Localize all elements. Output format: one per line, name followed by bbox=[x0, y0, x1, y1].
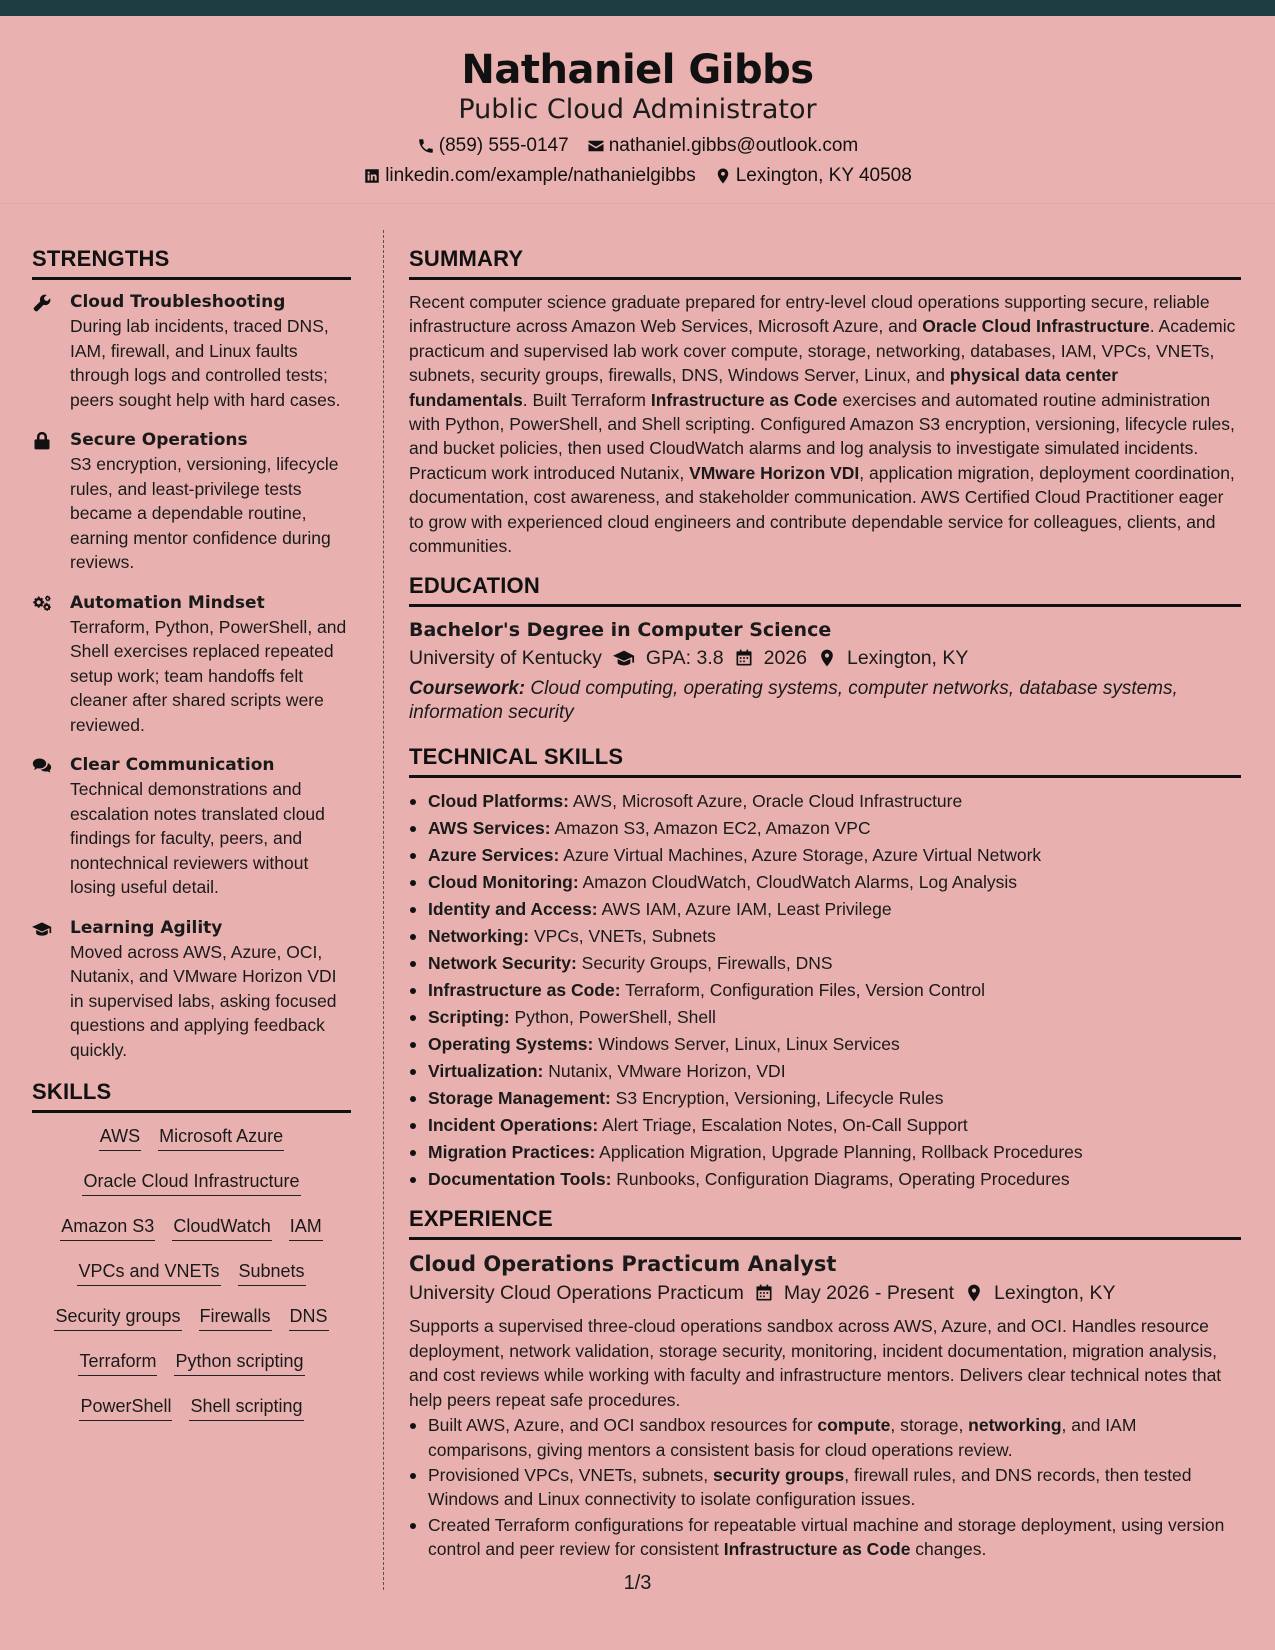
technical-skill-value: AWS, Microsoft Azure, Oracle Cloud Infrastructure bbox=[568, 791, 963, 812]
technical-skill-label: Networking: bbox=[428, 926, 530, 947]
top-bar bbox=[0, 0, 1275, 16]
technical-skill-label: Virtualization: bbox=[428, 1061, 544, 1082]
technical-skill-item bbox=[409, 1166, 1241, 1193]
bullet-text: Created Terraform configurations for repeatable virtual machine and storage deployment, using version control and peer review for consistent bbox=[428, 1514, 1225, 1560]
summary-bold-text: physical data center fundamentals bbox=[409, 365, 1119, 410]
technical-skill-label: Infrastructure as Code: bbox=[428, 980, 621, 1001]
edu-location-text: Lexington, KY bbox=[846, 647, 969, 670]
lock-icon bbox=[32, 428, 56, 575]
phone-contact[interactable] bbox=[417, 134, 569, 158]
graduation-cap-icon bbox=[32, 916, 56, 1063]
job-bullets bbox=[409, 1413, 1241, 1561]
job-location-item bbox=[964, 1278, 1115, 1308]
graduation-cap-icon bbox=[612, 647, 636, 669]
strength-title: Clear Communication bbox=[70, 755, 275, 775]
technical-skill-value: Alert Triage, Escalation Notes, On-Call Support bbox=[598, 1115, 968, 1136]
technical-skill-label: Storage Management: bbox=[428, 1088, 611, 1109]
job-summary: Supports a supervised three-cloud operations sandbox across AWS, Azure, and OCI. Handles resource deployment, network validation, storage security, monitoring, incident documentation, migration analysis, and cost reviews while working with faculty and infrastructure mentors. Delivers clear technical notes that help peers repeat safe procedures. bbox=[409, 1316, 1222, 1410]
strengths-list bbox=[32, 290, 351, 1062]
strength-item bbox=[32, 290, 351, 412]
school-name: University of Kentucky bbox=[409, 647, 602, 670]
skills-heading: SKILLS bbox=[32, 1078, 351, 1113]
strength-item bbox=[32, 916, 351, 1063]
skill-row bbox=[32, 1393, 351, 1438]
edu-location-item bbox=[817, 643, 968, 673]
skill-tag: Terraform bbox=[78, 1348, 157, 1376]
phone-text: (859) 555-0147 bbox=[438, 135, 569, 156]
skill-row bbox=[32, 1213, 351, 1258]
gpa-text: GPA: 3.8 bbox=[645, 647, 724, 670]
skill-tag: Subnets bbox=[238, 1258, 306, 1286]
technical-skill-value: Windows Server, Linux, Linux Services bbox=[593, 1034, 900, 1055]
org-name: University Cloud Operations Practicum bbox=[409, 1282, 744, 1305]
technical-skill-item bbox=[409, 815, 1241, 842]
gears-icon bbox=[32, 591, 56, 738]
year-item bbox=[734, 643, 807, 673]
contact-row-2 bbox=[0, 164, 1275, 188]
technical-skill-item bbox=[409, 1139, 1241, 1166]
skill-tag: Shell scripting bbox=[189, 1393, 303, 1421]
strengths-heading: STRENGTHS bbox=[32, 245, 351, 280]
skills-tags bbox=[32, 1123, 351, 1438]
bullet-bold-text: networking bbox=[968, 1415, 1062, 1436]
bullet-bold-text: Infrastructure as Code bbox=[723, 1539, 911, 1560]
calendar-icon bbox=[734, 648, 754, 668]
technical-skill-value: Azure Virtual Machines, Azure Storage, Azure Virtual Network bbox=[559, 845, 1042, 866]
coursework bbox=[409, 677, 1241, 725]
envelope-icon bbox=[587, 137, 605, 155]
skill-row bbox=[32, 1348, 351, 1393]
summary-bold-text: Oracle Cloud Infrastructure bbox=[922, 316, 1150, 337]
skill-row bbox=[32, 1258, 351, 1303]
map-pin-icon bbox=[714, 167, 732, 185]
summary-text: exercises and automated routine administration with Python, PowerShell, and Shell scripting. Configured Amazon S3 encryption, versioning, lifecycle rules, and bucket policies, then used CloudWatch alarms and log analysis to investigate simulated incidents. Practicum work introduced Nutanix, bbox=[409, 389, 1235, 483]
skill-row bbox=[32, 1123, 351, 1168]
technical-skill-value: Nutanix, VMware Horizon, VDI bbox=[543, 1061, 786, 1082]
technical-skill-label: Cloud Monitoring: bbox=[428, 872, 579, 893]
location-contact bbox=[714, 164, 912, 188]
technical-skill-label: Operating Systems: bbox=[428, 1034, 594, 1055]
strength-title: Learning Agility bbox=[70, 917, 223, 938]
map-pin-icon bbox=[964, 1283, 984, 1303]
skill-tag: IAM bbox=[289, 1213, 323, 1241]
summary-text: , application migration, deployment coordination, documentation, cost awareness, and stakeholder communication. AWS Certified Cloud Practitioner eager to grow with experienced cloud engineers and contribute dependable service for colleagues, clients, and communities. bbox=[409, 462, 1235, 557]
strength-title: Cloud Troubleshooting bbox=[70, 292, 286, 312]
technical-skill-item bbox=[409, 1031, 1241, 1058]
technical-skill-value: Amazon S3, Amazon EC2, Amazon VPC bbox=[550, 818, 871, 839]
comments-icon bbox=[32, 753, 56, 900]
education-meta bbox=[409, 643, 1241, 673]
technical-skill-label: Migration Practices: bbox=[428, 1142, 596, 1163]
skill-tag: Oracle Cloud Infrastructure bbox=[82, 1168, 300, 1196]
linkedin-text: linkedin.com/example/nathanielgibbs bbox=[385, 165, 696, 186]
technical-skill-label: Documentation Tools: bbox=[428, 1169, 612, 1190]
technical-skill-item bbox=[409, 1112, 1241, 1139]
technical-skill-label: AWS Services: bbox=[428, 818, 551, 839]
skill-tag: Python scripting bbox=[174, 1348, 304, 1376]
right-column bbox=[409, 245, 1241, 1562]
technical-skill-label: Identity and Access: bbox=[428, 899, 598, 920]
job-bullet bbox=[409, 1413, 1241, 1462]
bullet-text: , firewall rules, and DNS records, then tested Windows and Linux connectivity to isolate configuration issues. bbox=[428, 1464, 1192, 1510]
technical-skill-item bbox=[409, 869, 1241, 896]
location-text: Lexington, KY 40508 bbox=[735, 165, 912, 186]
resume-header bbox=[0, 16, 1275, 204]
job-bullet bbox=[409, 1513, 1241, 1562]
technical-skill-item bbox=[409, 1004, 1241, 1031]
technical-skill-item bbox=[409, 977, 1241, 1004]
technical-skill-value: VPCs, VNETs, Subnets bbox=[529, 926, 716, 947]
wrench-icon bbox=[32, 290, 56, 412]
email-contact[interactable] bbox=[587, 134, 859, 158]
technical-skill-value: S3 Encryption, Versioning, Lifecycle Rules bbox=[610, 1088, 944, 1109]
skill-tag: Security groups bbox=[54, 1303, 181, 1331]
education-heading: EDUCATION bbox=[409, 572, 1241, 607]
skill-tag: Firewalls bbox=[199, 1303, 272, 1331]
linkedin-icon bbox=[363, 167, 381, 185]
technical-skill-value: Python, PowerShell, Shell bbox=[509, 1007, 716, 1028]
summary-bold-text: Infrastructure as Code bbox=[650, 389, 838, 410]
skill-tag: DNS bbox=[289, 1303, 329, 1331]
strength-desc: During lab incidents, traced DNS, IAM, firewall, and Linux faults through logs and controlled tests; peers sought help with hard cases. bbox=[70, 316, 341, 410]
skill-row bbox=[32, 1168, 351, 1213]
coursework-label: Coursework: bbox=[409, 678, 526, 700]
technical-skills-list bbox=[409, 788, 1241, 1193]
strength-title: Secure Operations bbox=[70, 430, 248, 450]
skill-tag: VPCs and VNETs bbox=[77, 1258, 220, 1286]
calendar-icon bbox=[754, 1283, 774, 1303]
strength-item bbox=[32, 591, 351, 738]
coursework-text: Cloud computing, operating systems, computer networks, database systems, information security bbox=[409, 678, 1178, 724]
technical-skill-item bbox=[409, 788, 1241, 815]
bullet-bold-text: compute bbox=[817, 1415, 891, 1436]
strength-item bbox=[32, 428, 351, 575]
strength-title: Automation Mindset bbox=[70, 592, 265, 613]
technical-skill-value: Amazon CloudWatch, CloudWatch Alarms, Log Analysis bbox=[578, 872, 1018, 893]
technical-skill-item bbox=[409, 1085, 1241, 1112]
technical-skill-label: Scripting: bbox=[428, 1007, 510, 1028]
strength-item bbox=[32, 753, 351, 900]
page-number: 1/3 bbox=[623, 1572, 652, 1594]
technical-skill-value: Security Groups, Firewalls, DNS bbox=[576, 953, 833, 974]
degree-title: Bachelor's Degree in Computer Science bbox=[409, 619, 832, 642]
bullet-text: , and IAM comparisons, giving mentors a consistent basis for cloud operations review. bbox=[428, 1415, 1137, 1460]
job-location-text: Lexington, KY bbox=[994, 1282, 1116, 1305]
skill-tag: AWS bbox=[99, 1123, 141, 1151]
skill-row bbox=[32, 1303, 351, 1348]
phone-icon bbox=[417, 137, 435, 155]
year-text: 2026 bbox=[763, 647, 807, 670]
technical-skill-value: Application Migration, Upgrade Planning, Rollback Procedures bbox=[595, 1142, 1083, 1163]
bullet-text: changes. bbox=[910, 1539, 987, 1560]
job-meta bbox=[409, 1278, 1241, 1308]
candidate-title: Public Cloud Administrator bbox=[458, 94, 817, 125]
technical-skill-item bbox=[409, 923, 1241, 950]
strength-desc: Terraform, Python, PowerShell, and Shell exercises replaced repeated setup work; team handoffs felt cleaner after shared scripts were reviewed. bbox=[70, 616, 347, 735]
dates-text: May 2026 - Present bbox=[783, 1282, 955, 1305]
strength-desc: S3 encryption, versioning, lifecycle rules, and least-privilege tests became a dependable routine, earning mentor confidence during reviews. bbox=[70, 454, 339, 572]
job-bullet bbox=[409, 1463, 1241, 1512]
technical-skill-label: Azure Services: bbox=[428, 845, 560, 866]
bullet-text: Built AWS, Azure, and OCI sandbox resources for bbox=[428, 1415, 818, 1436]
technical-skill-value: Terraform, Configuration Files, Version Control bbox=[620, 980, 985, 1001]
contact-row-1 bbox=[0, 134, 1275, 158]
strength-desc: Technical demonstrations and escalation notes translated cloud findings for faculty, peers, and nontechnical reviewers without losing useful detail. bbox=[70, 779, 325, 897]
job-title: Cloud Operations Practicum Analyst bbox=[409, 1252, 837, 1277]
technical-skills-heading: TECHNICAL SKILLS bbox=[409, 743, 1241, 778]
summary-heading: SUMMARY bbox=[409, 245, 1241, 280]
summary-text: . Built Terraform bbox=[522, 389, 651, 410]
candidate-name: Nathaniel Gibbs bbox=[461, 47, 814, 93]
technical-skill-label: Incident Operations: bbox=[428, 1115, 599, 1136]
map-pin-icon bbox=[817, 648, 837, 668]
summary-bold-text: VMware Horizon VDI bbox=[689, 462, 860, 483]
technical-skill-label: Cloud Platforms: bbox=[428, 791, 569, 812]
linkedin-contact[interactable] bbox=[363, 164, 696, 188]
summary-text: . Academic practicum and supervised lab work cover compute, storage, networking, databases, IAM, VPCs, VNETs, subnets, security groups, firewalls, DNS, Windows Server, Linux, and bbox=[409, 316, 1236, 386]
summary-text: Recent computer science graduate prepared for entry-level cloud operations supporting secure, reliable infrastructure across Amazon Web Services, Microsoft Azure, and bbox=[409, 292, 1210, 337]
gpa-item bbox=[612, 643, 724, 673]
technical-skill-label: Network Security: bbox=[428, 953, 577, 974]
technical-skill-value: AWS IAM, Azure IAM, Least Privilege bbox=[597, 899, 892, 920]
left-column bbox=[32, 245, 351, 1438]
skill-tag: Amazon S3 bbox=[60, 1213, 155, 1241]
bullet-text: Provisioned VPCs, VNETs, subnets, bbox=[428, 1464, 713, 1485]
technical-skill-item bbox=[409, 950, 1241, 977]
dates-item bbox=[754, 1278, 954, 1308]
bullet-text: , storage, bbox=[890, 1415, 969, 1436]
technical-skill-item bbox=[409, 896, 1241, 923]
technical-skill-value: Runbooks, Configuration Diagrams, Operating Procedures bbox=[611, 1169, 1070, 1190]
bullet-bold-text: security groups bbox=[712, 1464, 845, 1485]
skill-tag: Microsoft Azure bbox=[158, 1123, 284, 1151]
email-text: nathaniel.gibbs@outlook.com bbox=[608, 135, 859, 156]
strength-desc: Moved across AWS, Azure, OCI, Nutanix, and VMware Horizon VDI in supervised labs, asking focused questions and applying feedback quickly. bbox=[70, 941, 337, 1060]
skill-tag: CloudWatch bbox=[172, 1213, 271, 1241]
technical-skill-item bbox=[409, 842, 1241, 869]
experience-heading: EXPERIENCE bbox=[409, 1205, 1241, 1240]
skill-tag: PowerShell bbox=[79, 1393, 172, 1421]
summary-text bbox=[409, 290, 1241, 558]
technical-skill-item bbox=[409, 1058, 1241, 1085]
column-divider bbox=[383, 230, 384, 1590]
